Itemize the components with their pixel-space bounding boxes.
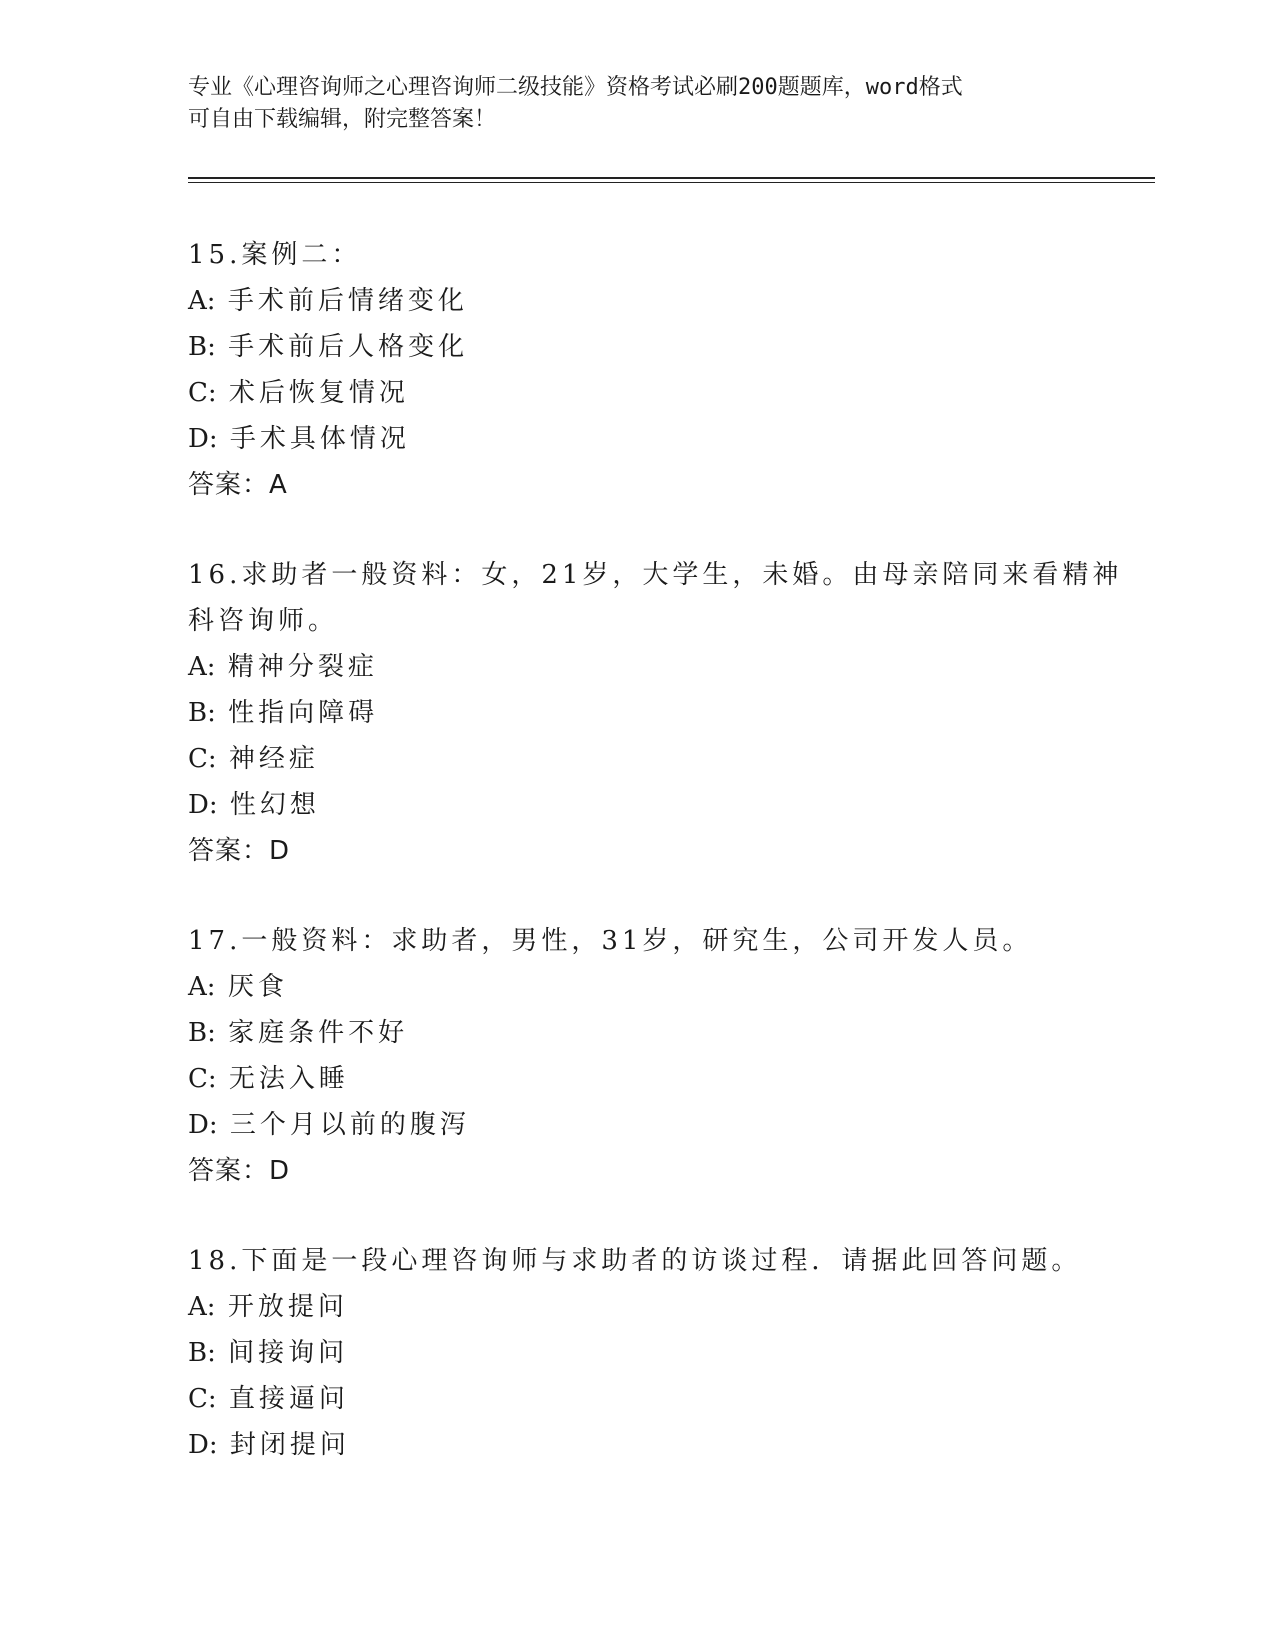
question-stem: 17.一般资料：求助者，男性，31岁，研究生，公司开发人员。 <box>188 926 1033 956</box>
option-key: B: <box>188 1018 216 1048</box>
option-d <box>188 1102 1088 1148</box>
answer-line: 答案：D <box>188 836 291 866</box>
option-a <box>188 964 1088 1010</box>
option-key: A: <box>188 972 216 1002</box>
question-list <box>188 232 1123 1512</box>
option-b <box>188 324 1088 370</box>
option-text: 直接逼问 <box>228 1384 349 1414</box>
header-line-2: 可自由下载编辑，附完整答案！ <box>188 107 497 132</box>
option-text: 厌食 <box>227 972 288 1002</box>
header-divider-thick <box>188 177 1155 179</box>
question-stem: 18.下面是一段心理咨询师与求助者的访谈过程．请据此回答问题。 <box>188 1246 1082 1276</box>
option-d <box>188 1422 1088 1468</box>
option-text: 手术前后情绪变化 <box>227 286 468 316</box>
document-header <box>188 72 1088 136</box>
option-text: 间接询问 <box>228 1338 349 1368</box>
option-text: 三个月以前的腹泻 <box>229 1110 470 1140</box>
option-key: A: <box>188 1292 216 1322</box>
option-text: 神经症 <box>228 744 319 774</box>
option-key: C: <box>188 1384 217 1414</box>
option-text: 术后恢复情况 <box>228 378 409 408</box>
option-c <box>188 736 1088 782</box>
question-17 <box>188 918 1088 1194</box>
option-key: C: <box>188 378 217 408</box>
question-stem: 16.求助者一般资料：女，21岁，大学生，未婚。由母亲陪同来看精神 <box>188 560 1123 590</box>
option-c <box>188 370 1088 416</box>
option-key: D: <box>188 1430 218 1460</box>
option-b <box>188 1330 1088 1376</box>
option-key: A: <box>188 286 216 316</box>
option-key: C: <box>188 744 217 774</box>
option-key: A: <box>188 652 216 682</box>
option-key: B: <box>188 1338 216 1368</box>
question-stem: 15.案例二： <box>188 240 362 270</box>
option-c <box>188 1376 1088 1422</box>
question-15 <box>188 232 1088 508</box>
option-text: 开放提问 <box>227 1292 348 1322</box>
option-d <box>188 416 1088 462</box>
option-a <box>188 1284 1088 1330</box>
option-text: 性指向障碍 <box>228 698 379 728</box>
option-key: C: <box>188 1064 217 1094</box>
option-text: 手术具体情况 <box>229 424 410 454</box>
option-text: 家庭条件不好 <box>228 1018 409 1048</box>
option-text: 手术前后人格变化 <box>228 332 469 362</box>
option-key: D: <box>188 790 218 820</box>
option-key: B: <box>188 698 216 728</box>
option-key: D: <box>188 424 218 454</box>
option-b <box>188 690 1088 736</box>
option-c <box>188 1056 1088 1102</box>
header-line-1: 专业《心理咨询师之心理咨询师二级技能》资格考试必刷200题题库，word格式 <box>188 75 963 100</box>
question-stem-continued: 科咨询师。 <box>188 606 339 636</box>
option-b <box>188 1010 1088 1056</box>
option-key: B: <box>188 332 216 362</box>
option-d <box>188 782 1088 828</box>
option-a <box>188 278 1088 324</box>
option-text: 封闭提问 <box>229 1430 350 1460</box>
option-key: D: <box>188 1110 218 1140</box>
option-text: 性幻想 <box>229 790 320 820</box>
question-16 <box>188 552 1123 874</box>
header-divider-thin <box>188 182 1155 183</box>
answer-line: 答案：D <box>188 1156 291 1186</box>
option-a <box>188 644 1088 690</box>
option-text: 精神分裂症 <box>227 652 378 682</box>
option-text: 无法入睡 <box>228 1064 349 1094</box>
answer-line: 答案：A <box>188 470 288 500</box>
question-18 <box>188 1238 1088 1468</box>
